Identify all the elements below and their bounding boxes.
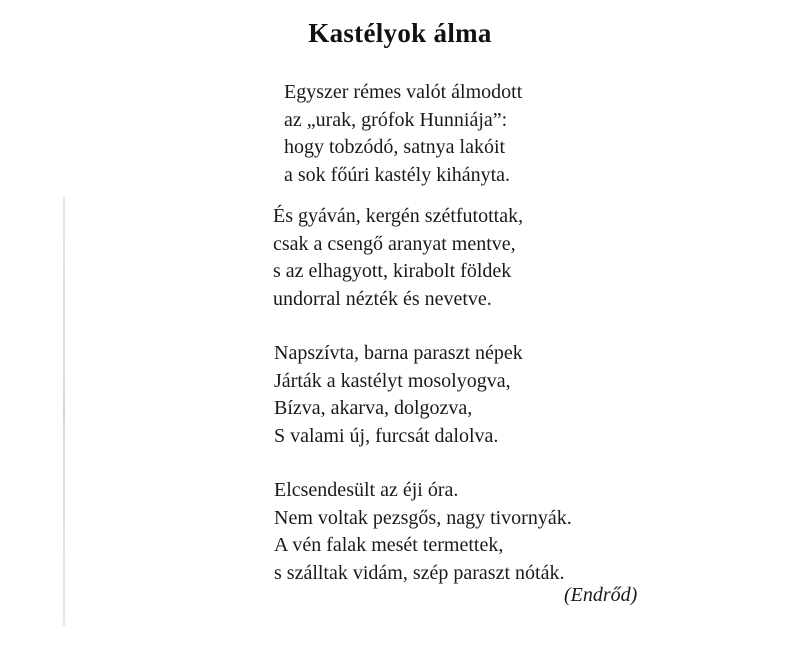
poem-line: undorral nézték és nevetve. [273, 287, 492, 310]
poem-line: S valami új, furcsát dalolva. [274, 424, 499, 447]
poem-line: s az elhagyott, kirabolt földek [273, 260, 512, 282]
poem-line: Járták a kastélyt mosolyogva, [274, 369, 511, 392]
poem-line: az „urak, grófok Hunniája”: [284, 108, 508, 131]
poem-line: És gyáván, kergén szétfutottak, [273, 205, 524, 227]
stanza [273, 203, 523, 313]
stanza [274, 340, 523, 450]
poem-line: hogy tobzódó, satnya lakóit [284, 136, 506, 158]
poem-line: A vén falak mesét termettek, [274, 534, 504, 556]
poem-line: Elcsendesült az éji óra. [274, 479, 459, 501]
poem-line: a sok főúri kastély kihányta. [284, 163, 511, 186]
poem-line: Nem voltak pezsgős, nagy tivornyák. [274, 506, 572, 529]
poem-line: s szálltak vidám, szép paraszt nóták. [274, 561, 565, 584]
poem-signature: (Endrőd) [564, 584, 638, 606]
poem-line: Egyszer rémes valót álmodott [284, 81, 523, 103]
stanza [284, 79, 522, 189]
scan-edge-line [63, 196, 65, 626]
poem-title: Kastélyok álma [308, 18, 492, 48]
poem-line: Napszívta, barna paraszt népek [274, 342, 523, 364]
stanza [274, 477, 572, 587]
poem-line: Bízva, akarva, dolgozva, [274, 397, 473, 419]
poem-line: csak a csengő aranyat mentve, [273, 232, 516, 255]
